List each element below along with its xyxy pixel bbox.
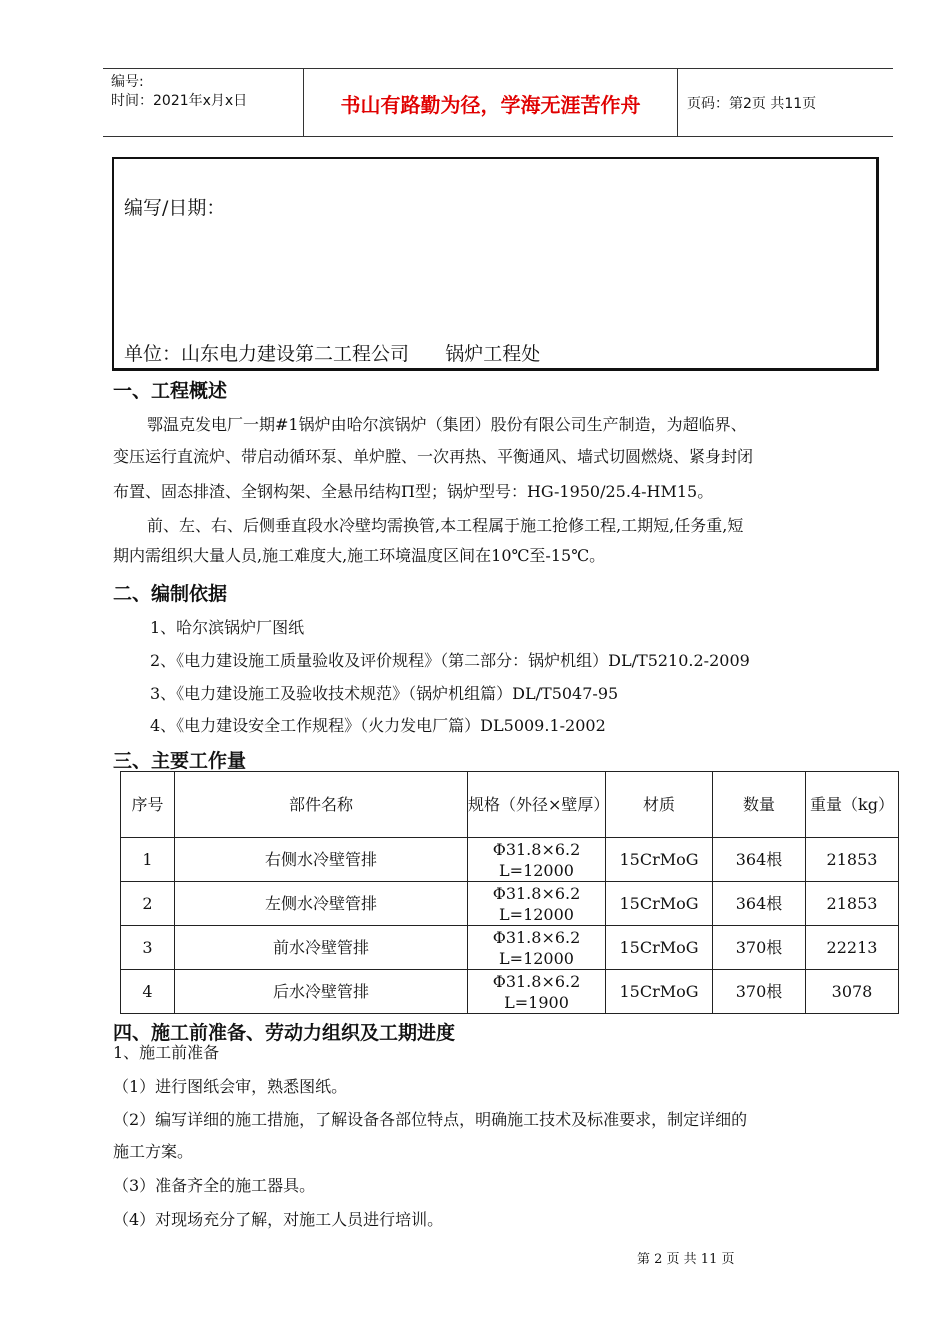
header-meta [111, 73, 247, 111]
row-qty: 364根 [713, 882, 806, 926]
section-heading-overview: 一、工程概述 [113, 380, 228, 402]
table-row [121, 926, 899, 970]
spec-diameter: Φ31.8×6.2 [492, 927, 581, 947]
row-seq: 2 [121, 882, 175, 926]
header-spec: 规格（外径×壁厚） [468, 772, 606, 838]
row-spec [468, 882, 606, 926]
row-material: 15CrMoG [606, 882, 713, 926]
table-row [121, 838, 899, 882]
header-motto: 书山有路勤为径，学海无涯苦作舟 [340, 93, 641, 117]
row-spec [468, 838, 606, 882]
row-material: 15CrMoG [606, 838, 713, 882]
spec-diameter: Φ31.8×6.2 [492, 883, 581, 903]
table-row [121, 970, 899, 1014]
row-name: 右侧水冷壁管排 [175, 838, 468, 882]
spec-length: L=12000 [499, 860, 574, 880]
row-seq: 3 [121, 926, 175, 970]
time-label: 时间：2021年x月x日 [111, 93, 248, 109]
preparation-item-3: （3）准备齐全的施工器具。 [113, 1176, 316, 1195]
table-header-row [121, 772, 899, 838]
header-material: 材质 [606, 772, 713, 838]
row-seq: 4 [121, 970, 175, 1014]
section-heading-preparation: 四、施工前准备、劳动力组织及工期进度 [113, 1022, 456, 1044]
page-footer: 第 2 页 共 11 页 [637, 1252, 735, 1267]
row-material: 15CrMoG [606, 970, 713, 1014]
row-spec [468, 970, 606, 1014]
page-header [103, 68, 893, 137]
spec-diameter: Φ31.8×6.2 [492, 839, 581, 859]
spec-length: L=1900 [504, 992, 569, 1012]
preparation-item-2-cont: 施工方案。 [113, 1142, 194, 1161]
row-material: 15CrMoG [606, 926, 713, 970]
header-qty: 数量 [713, 772, 806, 838]
header-divider [677, 69, 678, 136]
row-weight: 3078 [806, 970, 899, 1014]
workload-table [120, 771, 899, 1014]
table-row [121, 882, 899, 926]
row-spec [468, 926, 606, 970]
basis-item-1: 1、哈尔滨锅炉厂图纸 [150, 618, 305, 637]
row-qty: 370根 [713, 926, 806, 970]
spec-diameter: Φ31.8×6.2 [492, 971, 581, 991]
overview-line-5: 期内需组织大量人员,施工难度大,施工环境温度区间在10℃至-15℃。 [113, 546, 606, 565]
author-date-label: 编写/日期： [124, 197, 226, 219]
overview-line-1: 鄂温克发电厂一期#1锅炉由哈尔滨锅炉（集团）股份有限公司生产制造，为超临界、 [147, 415, 747, 434]
basis-item-2: 2、《电力建设施工质量验收及评价规程》（第二部分：锅炉机组）DL/T5210.2-2009 [150, 651, 750, 670]
overview-line-4: 前、左、右、后侧垂直段水冷壁均需换管,本工程属于施工抢修工程,工期短,任务重,短 [147, 516, 744, 535]
row-weight: 21853 [806, 882, 899, 926]
row-name: 前水冷壁管排 [175, 926, 468, 970]
row-weight: 21853 [806, 838, 899, 882]
unit-line: 单位：山东电力建设第二工程公司 锅炉工程处 [124, 343, 541, 365]
overview-line-3: 布置、固态排渣、全钢构架、全悬吊结构Π型；锅炉型号：HG-1950/25.4-HM15。 [113, 482, 714, 501]
basis-item-3: 3、《电力建设施工及验收技术规范》（锅炉机组篇）DL/T5047-95 [150, 684, 619, 703]
basis-item-4: 4、《电力建设安全工作规程》（火力发电厂篇）DL5009.1-2002 [150, 716, 606, 735]
section-heading-workload: 三、主要工作量 [113, 750, 247, 772]
header-page-info: 页码：第2页 共11页 [687, 96, 817, 112]
row-seq: 1 [121, 838, 175, 882]
row-qty: 370根 [713, 970, 806, 1014]
header-seq: 序号 [121, 772, 175, 838]
row-qty: 364根 [713, 838, 806, 882]
row-name: 后水冷壁管排 [175, 970, 468, 1014]
number-label: 编号: [111, 74, 144, 90]
preparation-item-1: （1）进行图纸会审，熟悉图纸。 [113, 1077, 348, 1096]
preparation-item-4: （4）对现场充分了解，对施工人员进行培训。 [113, 1210, 444, 1229]
preparation-subheading: 1、施工前准备 [113, 1043, 220, 1062]
overview-line-2: 变压运行直流炉、带启动循环泵、单炉膛、一次再热、平衡通风、墙式切圆燃烧、紧身封闭 [113, 447, 754, 466]
header-name: 部件名称 [175, 772, 468, 838]
row-weight: 22213 [806, 926, 899, 970]
spec-length: L=12000 [499, 904, 574, 924]
preparation-item-2: （2）编写详细的施工措施，了解设备各部位特点，明确施工技术及标准要求，制定详细的 [113, 1110, 748, 1129]
spec-length: L=12000 [499, 948, 574, 968]
row-name: 左侧水冷壁管排 [175, 882, 468, 926]
signature-box [112, 157, 879, 371]
header-weight: 重量（kg） [806, 772, 899, 838]
section-heading-basis: 二、编制依据 [113, 583, 228, 605]
